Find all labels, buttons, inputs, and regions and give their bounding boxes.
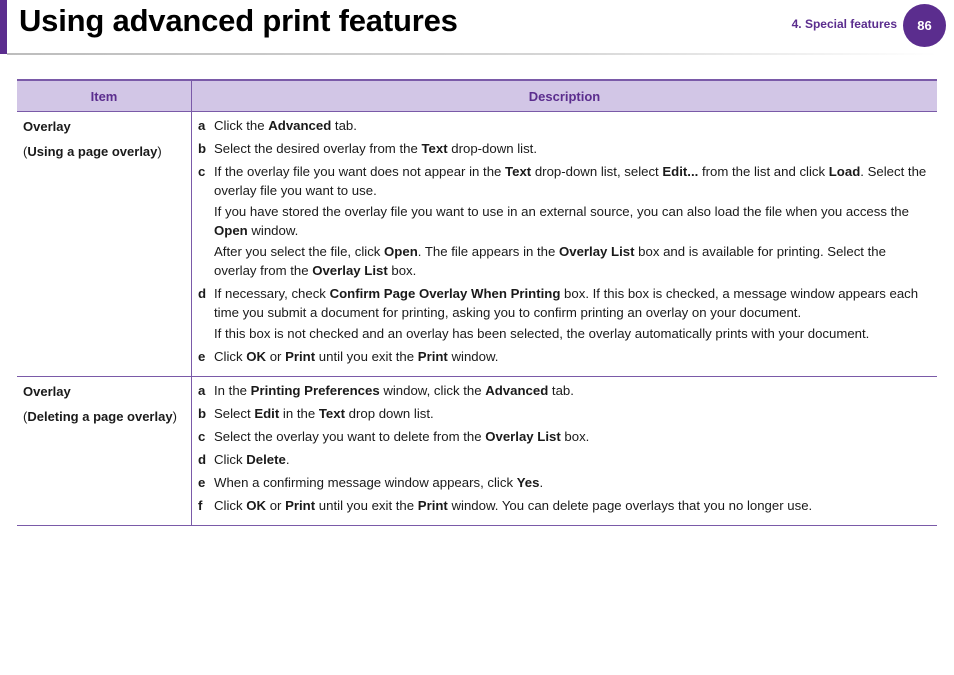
step-letter: c <box>198 164 206 179</box>
step-letter: e <box>198 349 206 364</box>
chapter-label: 4. Special features <box>791 17 897 31</box>
step-item <box>198 404 931 425</box>
step-text <box>214 381 931 402</box>
step-item <box>198 347 931 368</box>
step-paragraph: In the Printing Preferences window, click the Advanced tab. <box>214 383 574 398</box>
accent-bar <box>0 0 7 54</box>
item-cell <box>17 377 192 526</box>
item-subtitle: (Using a page overlay) <box>23 144 162 159</box>
item-title: Overlay <box>23 119 71 134</box>
table-row <box>17 377 937 526</box>
step-item <box>198 450 931 471</box>
table-body <box>17 112 937 526</box>
column-header-item: Item <box>17 80 192 112</box>
table-header-row <box>17 80 937 112</box>
step-letter: e <box>198 475 206 490</box>
step-paragraph: Click OK or Print until you exit the Print window. You can delete page overlays that you no longer use. <box>214 498 813 513</box>
step-text <box>214 427 931 448</box>
step-text <box>214 116 931 137</box>
step-letter: b <box>198 141 207 156</box>
step-text <box>214 496 931 517</box>
item-cell <box>17 112 192 377</box>
step-paragraph: After you select the file, click Open. The file appears in the Overlay List box and is available for printing. Select the overlay from the Overlay List box. <box>214 244 886 278</box>
step-paragraph: When a confirming message window appears, click Yes. <box>214 475 544 490</box>
step-paragraph: Click OK or Print until you exit the Print window. <box>214 349 499 364</box>
step-item <box>198 116 931 137</box>
step-item <box>198 473 931 494</box>
header-divider <box>7 53 937 55</box>
step-paragraph: Click Delete. <box>214 452 290 467</box>
step-list <box>198 381 931 517</box>
step-text <box>214 347 931 368</box>
step-letter: a <box>198 118 206 133</box>
step-paragraph: Select the desired overlay from the Text drop-down list. <box>214 141 538 156</box>
step-letter: d <box>198 286 207 301</box>
item-title: Overlay <box>23 384 71 399</box>
step-paragraph: If the overlay file you want does not appear in the Text drop-down list, select Edit... from the list and click Load. Select the overlay file you want to use. <box>214 164 927 198</box>
step-letter: d <box>198 452 207 467</box>
item-subtitle: (Deleting a page overlay) <box>23 409 177 424</box>
step-paragraph: Select Edit in the Text drop down list. <box>214 406 434 421</box>
step-item <box>198 496 931 517</box>
page-title: Using advanced print features <box>19 3 458 38</box>
step-item <box>198 381 931 402</box>
step-text <box>214 473 931 494</box>
table-row <box>17 112 937 377</box>
column-header-description: Description <box>192 80 938 112</box>
step-text <box>214 162 931 282</box>
step-text <box>214 450 931 471</box>
step-letter: c <box>198 429 206 444</box>
step-item <box>198 284 931 345</box>
description-cell <box>192 112 938 377</box>
step-paragraph: Select the overlay you want to delete from the Overlay List box. <box>214 429 590 444</box>
step-paragraph: If you have stored the overlay file you want to use in an external source, you can also load the file when you access the Open window. <box>214 204 909 238</box>
step-letter: a <box>198 383 206 398</box>
step-text <box>214 404 931 425</box>
step-text <box>214 139 931 160</box>
step-paragraph: Click the Advanced tab. <box>214 118 357 133</box>
description-cell <box>192 377 938 526</box>
step-item <box>198 427 931 448</box>
page-number-badge: 86 <box>903 4 946 47</box>
step-paragraph: If this box is not checked and an overlay has been selected, the overlay automatically prints with your document. <box>214 326 870 341</box>
step-letter: b <box>198 406 207 421</box>
step-list <box>198 116 931 368</box>
step-letter: f <box>198 498 203 513</box>
step-paragraph: If necessary, check Confirm Page Overlay When Printing box. If this box is checked, a message window appears each time you submit a document for printing, asking you to confirm printing an overlay on your document. <box>214 286 919 320</box>
step-item <box>198 162 931 282</box>
step-text <box>214 284 931 345</box>
step-item <box>198 139 931 160</box>
features-table <box>17 79 937 526</box>
